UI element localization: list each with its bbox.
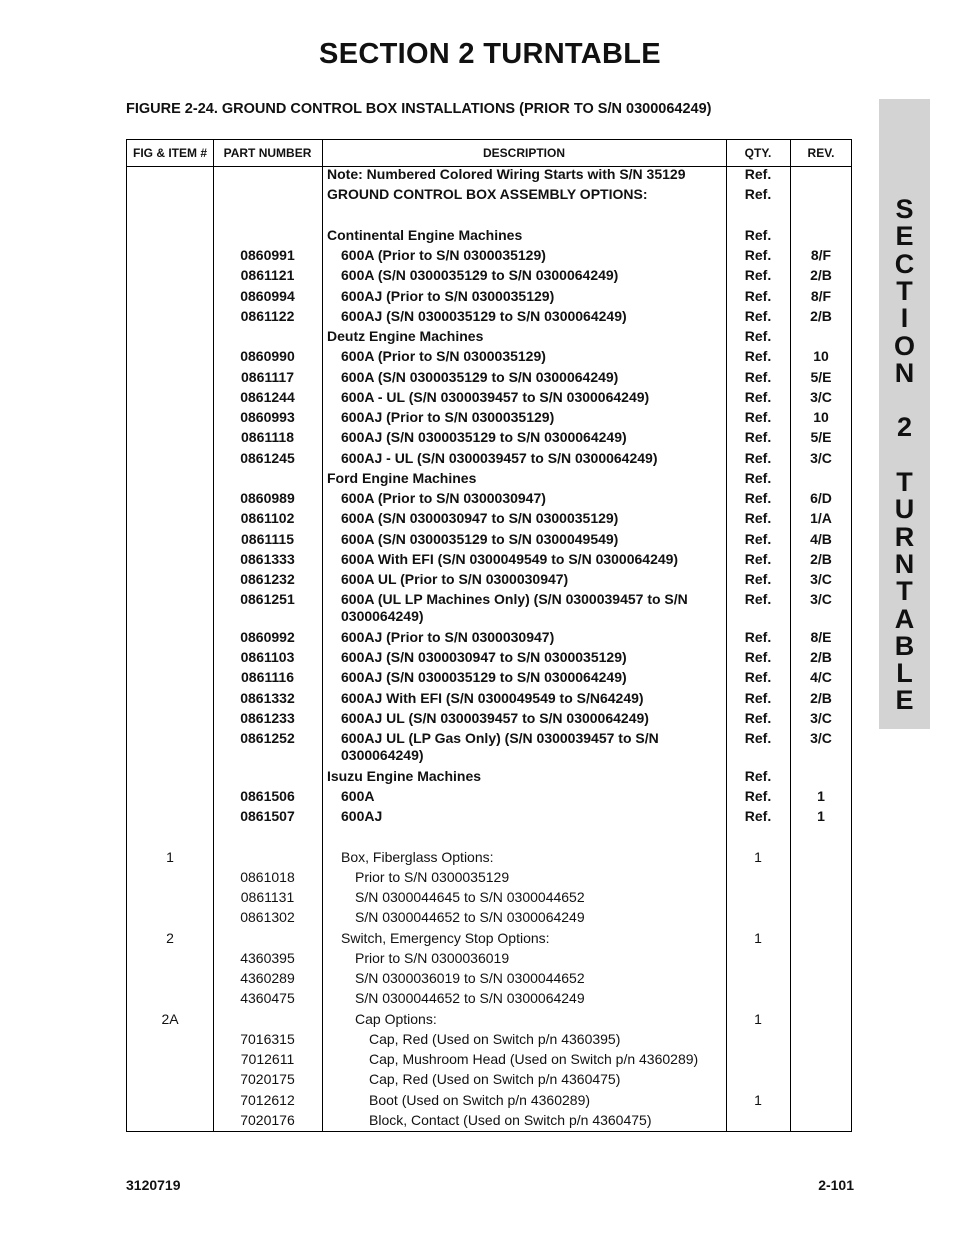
- row-part-number: 0861103: [240, 649, 295, 665]
- row-rev: 10: [813, 348, 829, 365]
- row-description: Deutz Engine Machines: [327, 328, 484, 344]
- row-qty: Ref.: [744, 767, 772, 784]
- row-description: Note: Numbered Colored Wiring Starts with S/N 35129: [327, 166, 686, 182]
- row-qty: Ref.: [744, 709, 772, 726]
- side-tab-letter: 2: [896, 412, 913, 443]
- row-qty: 1: [754, 1091, 762, 1108]
- row-qty: Ref.: [744, 530, 772, 547]
- row-rev: 8/E: [810, 628, 832, 645]
- row-fig-item: 2: [166, 929, 174, 946]
- row-part-number: 0861233: [240, 709, 295, 726]
- side-tab-letter: T: [896, 467, 913, 497]
- row-part-number: 7016315: [240, 1030, 295, 1047]
- row-description: 600A (S/N 0300035129 to S/N 0300064249): [341, 267, 619, 284]
- row-qty: 1: [754, 1010, 762, 1027]
- row-description: 600AJ: [341, 808, 383, 824]
- row-part-number: 7020175: [240, 1071, 295, 1088]
- row-qty: Ref.: [744, 808, 772, 824]
- row-part-number: 0860991: [240, 247, 295, 263]
- row-qty: 1: [754, 848, 762, 865]
- row-qty: Ref.: [744, 368, 772, 385]
- row-description: 600A (Prior to S/N 0300030947): [341, 490, 546, 506]
- row-part-number: 0861507: [240, 808, 295, 824]
- row-part-number: 0860993: [240, 409, 295, 425]
- row-part-number: 0860992: [240, 628, 295, 645]
- row-qty: Ref.: [744, 429, 772, 446]
- row-part-number: 0861333: [240, 550, 295, 567]
- parts-table: [126, 139, 852, 1132]
- row-part-number: 0861232: [240, 571, 295, 587]
- row-description: Prior to S/N 0300035129: [355, 868, 510, 885]
- row-qty: Ref.: [744, 490, 772, 506]
- row-qty: Ref.: [744, 267, 772, 284]
- row-description: 600AJ (S/N 0300035129 to S/N 0300064249): [341, 669, 627, 686]
- row-part-number: 4360289: [240, 970, 295, 986]
- row-part-number: 7012611: [240, 1051, 295, 1067]
- row-part-number: 4360395: [240, 949, 295, 966]
- row-qty: Ref.: [744, 388, 772, 405]
- row-description: S/N 0300044652 to S/N 0300064249: [355, 909, 585, 926]
- row-description: 600A (S/N 0300035129 to S/N 0300064249): [341, 368, 619, 385]
- section-side-tab: [879, 99, 930, 729]
- row-qty: Ref.: [744, 510, 772, 527]
- row-description: 600A (S/N 0300035129 to S/N 0300049549): [341, 530, 619, 547]
- row-description: 600A (UL LP Machines Only) (S/N 0300039457 to S/N 0300064249): [341, 591, 688, 625]
- row-fig-item: 2A: [161, 1010, 179, 1027]
- row-rev: 4/B: [810, 530, 832, 547]
- row-rev: 2/B: [810, 689, 832, 706]
- row-description: 600A (Prior to S/N 0300035129): [341, 348, 546, 365]
- row-description: 600AJ (Prior to S/N 0300030947): [341, 628, 555, 645]
- row-qty: Ref.: [744, 307, 772, 324]
- row-qty: 1: [754, 929, 762, 946]
- row-rev: 1: [817, 808, 825, 824]
- row-part-number: 0861121: [240, 267, 295, 284]
- side-tab-letter: C: [894, 248, 915, 279]
- row-description: Cap, Red (Used on Switch p/n 4360395): [369, 1030, 621, 1047]
- table-header: [127, 140, 851, 167]
- row-rev: 2/B: [810, 649, 832, 665]
- row-qty: Ref.: [744, 247, 772, 263]
- row-rev: 6/D: [810, 490, 832, 506]
- side-tab-letter: R: [894, 521, 915, 552]
- row-qty: Ref.: [744, 730, 772, 746]
- side-tab-letter: E: [895, 685, 914, 716]
- row-part-number: 0861302: [240, 909, 295, 926]
- side-tab-letter: T: [896, 275, 913, 306]
- row-description: Continental Engine Machines: [327, 226, 523, 243]
- side-tab-letter: N: [894, 357, 915, 388]
- section-title: SECTION 2 TURNTABLE: [319, 38, 661, 70]
- row-qty: Ref.: [744, 328, 772, 344]
- row-part-number: 7020176: [240, 1111, 295, 1128]
- row-rev: 3/C: [810, 709, 832, 726]
- row-description: 600A: [341, 787, 375, 804]
- row-description: Cap Options:: [355, 1010, 437, 1027]
- row-rev: 3/C: [810, 388, 832, 405]
- header-fig-item: FIG & ITEM #: [132, 146, 207, 160]
- side-tab-letter: E: [895, 221, 914, 252]
- row-rev: 1/A: [810, 510, 832, 527]
- row-part-number: 0861506: [240, 787, 295, 804]
- row-rev: 2/B: [810, 550, 832, 567]
- row-rev: 2/B: [810, 267, 832, 284]
- row-qty: Ref.: [744, 226, 772, 243]
- row-description: 600AJ (Prior to S/N 0300035129): [341, 409, 555, 425]
- row-part-number: 0861244: [240, 388, 295, 405]
- row-part-number: 0860994: [240, 287, 295, 304]
- row-description: 600A - UL (S/N 0300039457 to S/N 0300064249): [341, 388, 650, 405]
- row-description: Ford Engine Machines: [327, 469, 477, 486]
- side-tab-letter: N: [894, 548, 915, 579]
- row-description: 600AJ (S/N 0300035129 to S/N 0300064249): [341, 429, 627, 446]
- header-description: DESCRIPTION: [482, 146, 565, 160]
- row-description: S/N 0300044645 to S/N 0300044652: [355, 889, 585, 905]
- figure-title: FIGURE 2-24. GROUND CONTROL BOX INSTALLATIONS (PRIOR TO S/N 0300064249): [126, 101, 712, 117]
- row-description: S/N 0300036019 to S/N 0300044652: [355, 970, 585, 986]
- row-description: Box, Fiberglass Options:: [341, 848, 494, 865]
- row-rev: 3/C: [810, 571, 832, 587]
- row-rev: 4/C: [810, 669, 832, 686]
- row-part-number: 0861245: [240, 449, 295, 466]
- document-number: 3120719: [126, 1177, 181, 1193]
- row-qty: Ref.: [744, 571, 772, 587]
- row-qty: Ref.: [744, 449, 772, 466]
- row-fig-item: 1: [166, 848, 174, 865]
- row-qty: Ref.: [744, 348, 772, 365]
- side-tab-letter: B: [894, 630, 915, 661]
- row-qty: Ref.: [744, 649, 772, 665]
- row-description: Boot (Used on Switch p/n 4360289): [369, 1091, 591, 1108]
- row-description: 600A With EFI (S/N 0300049549 to S/N 0300064249): [341, 550, 679, 567]
- row-part-number: 0861115: [241, 530, 294, 547]
- row-description: 600AJ With EFI (S/N 0300049549 to S/N64249): [341, 689, 644, 706]
- row-description: 600AJ - UL (S/N 0300039457 to S/N 0300064249): [341, 449, 658, 466]
- row-rev: 3/C: [810, 730, 832, 746]
- row-description: 600AJ (S/N 0300030947 to S/N 0300035129): [341, 649, 627, 665]
- row-rev: 5/E: [810, 368, 832, 385]
- row-description: 600A UL (Prior to S/N 0300030947): [341, 571, 569, 587]
- row-qty: Ref.: [744, 787, 772, 804]
- row-rev: 8/F: [810, 247, 832, 263]
- page-number: 2-101: [818, 1177, 854, 1193]
- row-part-number: 0861117: [241, 368, 294, 385]
- row-description: Cap, Mushroom Head (Used on Switch p/n 4360289): [369, 1051, 699, 1067]
- header-rev: REV.: [807, 146, 835, 160]
- row-qty: Ref.: [744, 166, 772, 182]
- row-description: Block, Contact (Used on Switch p/n 4360475): [369, 1111, 652, 1128]
- header-part-number: PART NUMBER: [223, 146, 312, 160]
- row-part-number: 0861102: [240, 510, 295, 527]
- row-qty: Ref.: [744, 550, 772, 567]
- row-qty: Ref.: [744, 591, 772, 608]
- row-qty: Ref.: [744, 409, 772, 425]
- row-part-number: 4360475: [240, 990, 295, 1007]
- row-part-number: 0861018: [240, 868, 295, 885]
- row-description: Prior to S/N 0300036019: [355, 949, 510, 966]
- side-tab-letter: A: [894, 603, 915, 634]
- row-description: 600AJ UL (LP Gas Only) (S/N 0300039457 to S/N 0300064249): [341, 730, 659, 763]
- row-part-number: 0861332: [240, 689, 295, 706]
- row-description: Switch, Emergency Stop Options:: [341, 929, 550, 946]
- side-tab-letter: O: [893, 330, 915, 361]
- row-part-number: 0861116: [241, 669, 294, 686]
- row-qty: Ref.: [744, 186, 772, 203]
- row-qty: Ref.: [744, 628, 772, 645]
- row-part-number: 0861118: [241, 429, 294, 446]
- row-description: 600A (Prior to S/N 0300035129): [341, 247, 546, 263]
- side-tab-letter: T: [896, 576, 913, 607]
- row-part-number: 0860989: [240, 490, 295, 506]
- row-description: 600A (S/N 0300030947 to S/N 0300035129): [341, 510, 619, 527]
- row-part-number: 0861122: [240, 307, 295, 324]
- row-description: 600AJ UL (S/N 0300039457 to S/N 0300064249): [341, 709, 649, 726]
- header-qty: QTY.: [744, 146, 772, 160]
- row-description: Isuzu Engine Machines: [327, 767, 482, 784]
- side-tab-letter: I: [900, 303, 909, 334]
- row-part-number: 0860990: [240, 348, 295, 365]
- side-tab-letter: U: [894, 494, 915, 525]
- row-rev: 3/C: [810, 591, 832, 608]
- row-part-number: 0861131: [240, 889, 295, 905]
- row-description: GROUND CONTROL BOX ASSEMBLY OPTIONS:: [327, 186, 648, 203]
- row-qty: Ref.: [744, 689, 772, 706]
- row-rev: 2/B: [810, 307, 832, 324]
- row-rev: 5/E: [810, 429, 832, 446]
- row-rev: 1: [817, 787, 825, 804]
- row-description: 600AJ (Prior to S/N 0300035129): [341, 287, 555, 304]
- row-part-number: 0861251: [240, 591, 295, 608]
- row-rev: 3/C: [810, 449, 832, 466]
- row-description: S/N 0300044652 to S/N 0300064249: [355, 990, 585, 1007]
- side-tab-letter: L: [896, 658, 913, 689]
- row-description: 600AJ (S/N 0300035129 to S/N 0300064249): [341, 307, 627, 324]
- row-rev: 8/F: [810, 287, 832, 304]
- row-rev: 10: [813, 409, 829, 425]
- row-description: Cap, Red (Used on Switch p/n 4360475): [369, 1071, 621, 1088]
- row-part-number: 7012612: [240, 1091, 295, 1108]
- row-qty: Ref.: [744, 669, 772, 686]
- row-qty: Ref.: [744, 287, 772, 304]
- side-tab-letter: S: [895, 194, 914, 224]
- row-part-number: 0861252: [240, 730, 295, 746]
- row-qty: Ref.: [744, 469, 772, 486]
